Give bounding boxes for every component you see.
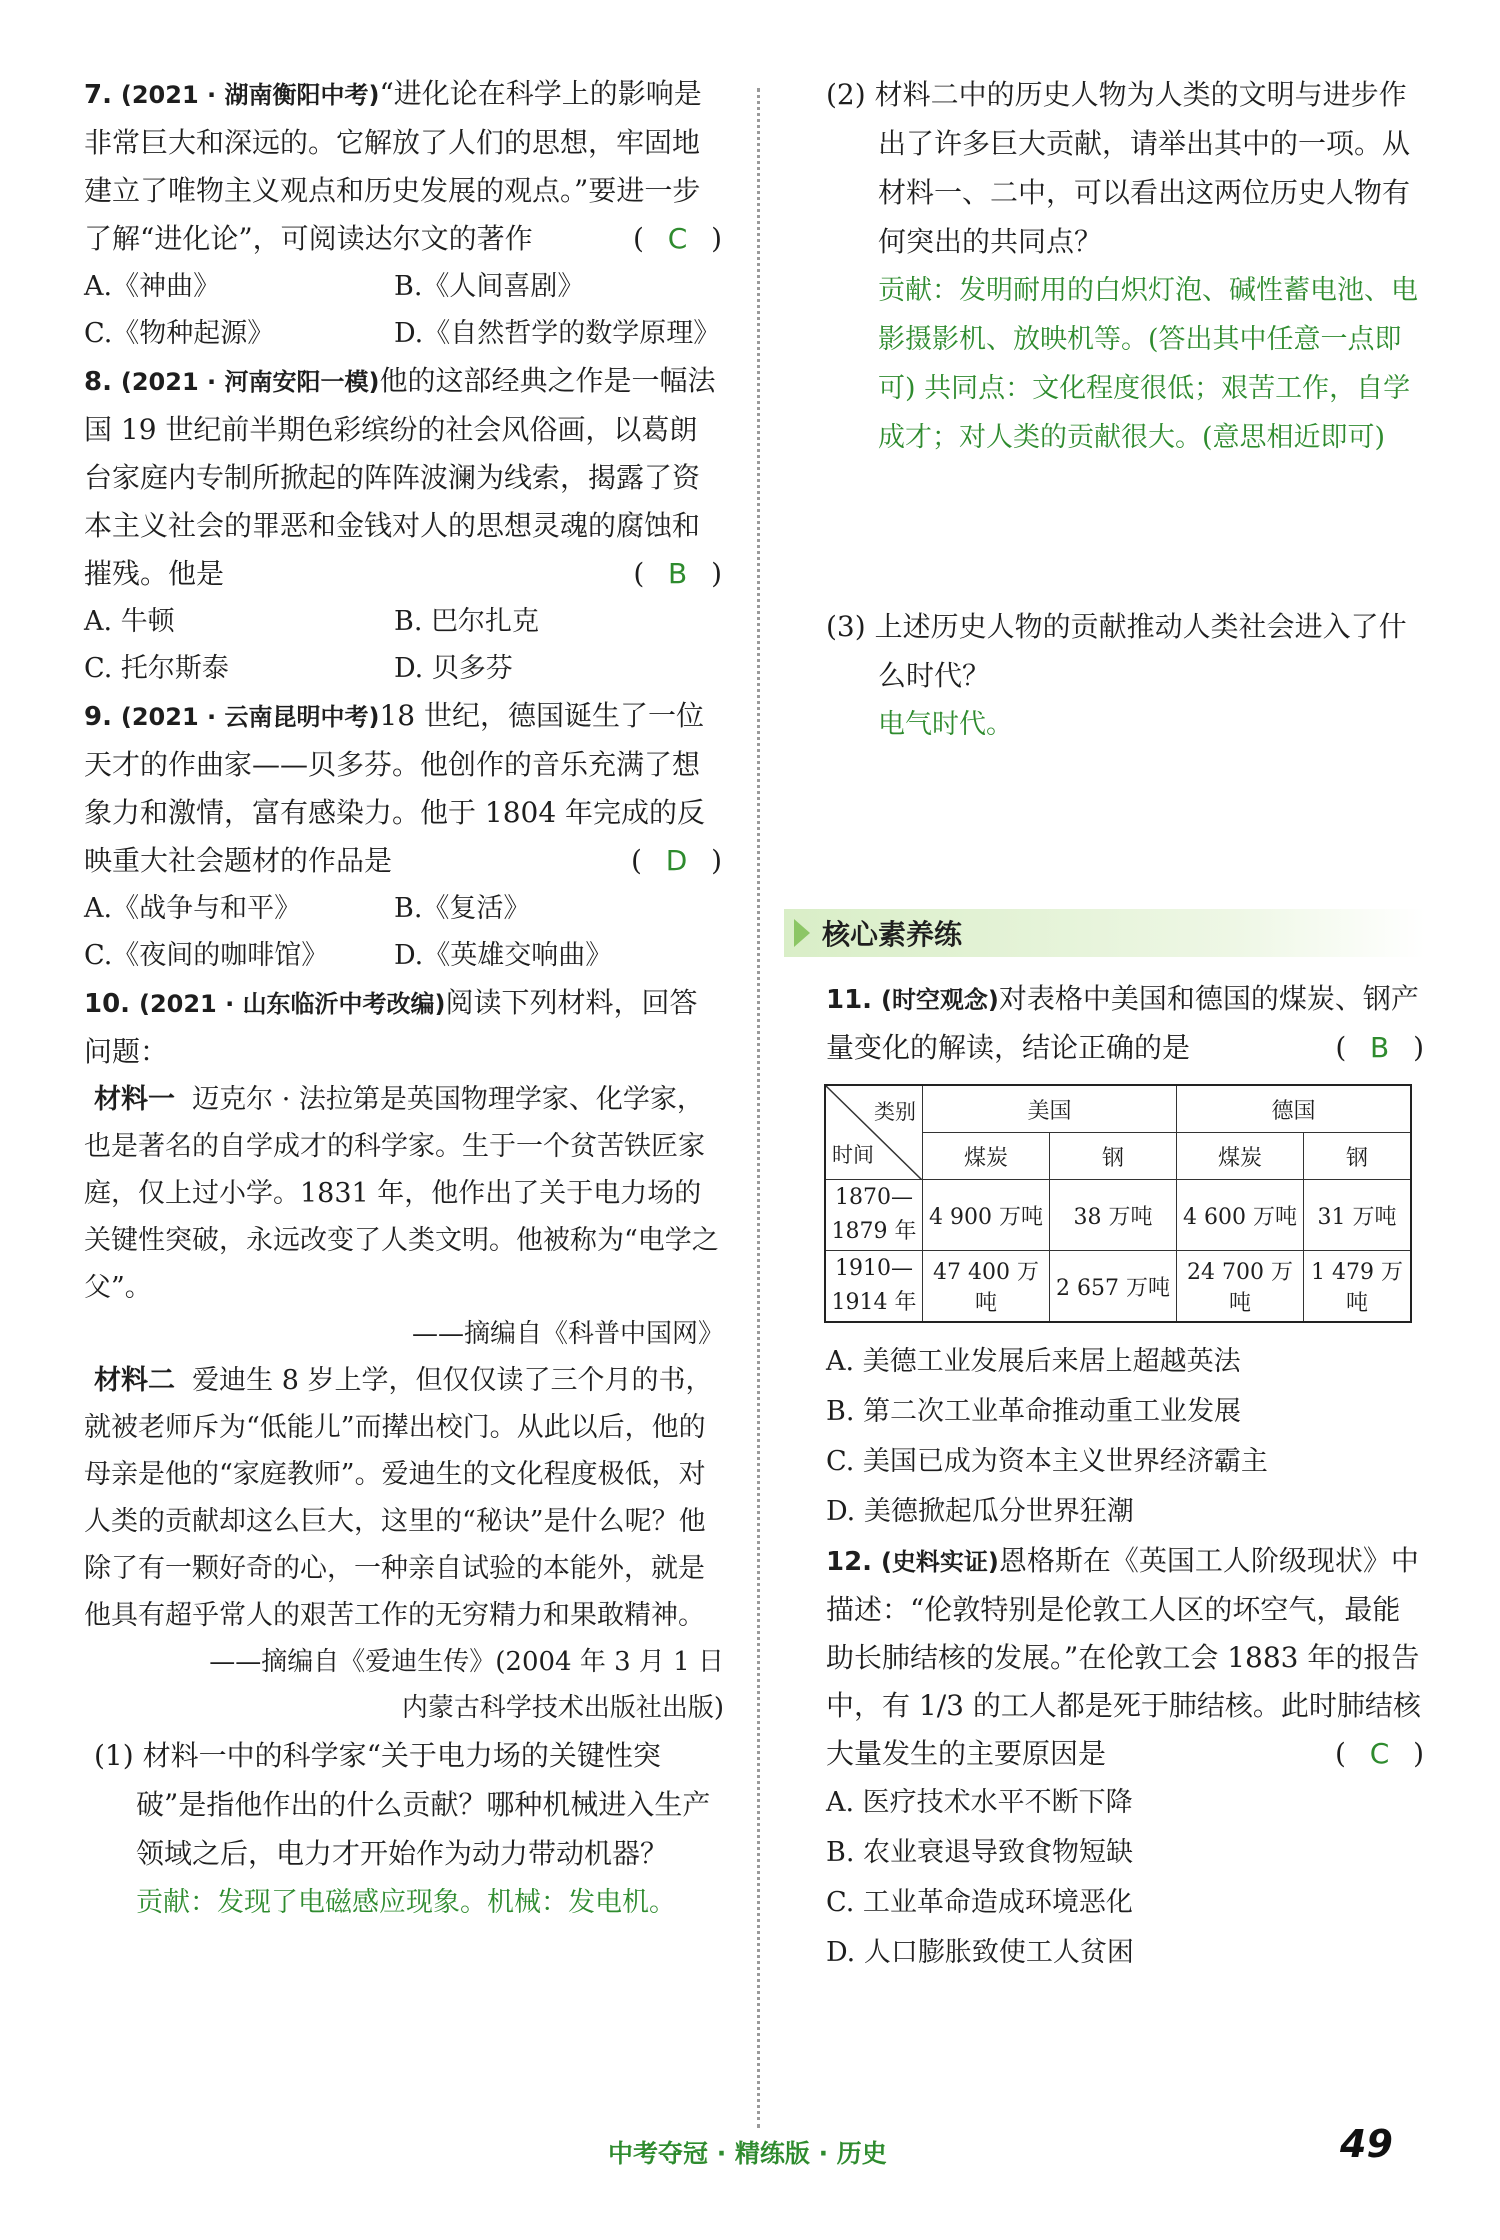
question-source: (史料实证) (880, 1548, 999, 1576)
page-number: 49 (1340, 2122, 1393, 2166)
value-cell: 4 900 万吨 (923, 1180, 1050, 1251)
right-column (822, 70, 1426, 1978)
question-number: 8. (84, 367, 112, 397)
value-cell: 38 万吨 (1050, 1180, 1177, 1251)
question-stem: 阅读下列材料，回答问题： (84, 986, 698, 1068)
answer-letter: C (667, 222, 690, 255)
material-2 (84, 1357, 724, 1639)
option-d[interactable]: D.《自然哲学的数学原理》 (394, 318, 721, 349)
option-b[interactable]: B. 农业衰退导致食物短缺 (826, 1837, 1134, 1868)
value-cell: 24 700 万吨 (1177, 1251, 1304, 1323)
item-header: 煤炭 (1177, 1133, 1304, 1180)
option-b[interactable]: B. 巴尔扎克 (394, 606, 540, 637)
question-number: 9. (84, 702, 112, 732)
value-cell: 31 万吨 (1304, 1180, 1412, 1251)
option-a[interactable]: A.《战争与和平》 (84, 893, 302, 924)
option-d[interactable]: D. 贝多芬 (394, 653, 513, 684)
option-a[interactable]: A. 医疗技术水平不断下降 (826, 1787, 1133, 1818)
question-number: 7. (84, 80, 112, 110)
value-cell: 1 479 万吨 (1304, 1251, 1412, 1323)
material-text: 迈克尔 · 法拉第是英国物理学家、化学家，也是著名的自学成才的科学家。生于一个贫苦铁匠家庭，仅上过小学。1831 年，他作出了关于电力场的关键性突破，永远改变了人类文明。他被称为“电学之父”。 (84, 1084, 719, 1303)
option-c[interactable]: C. 美国已成为资本主义世界经济霸主 (826, 1446, 1268, 1477)
question-8 (84, 357, 724, 692)
material-citation-publisher: 内蒙古科学技术出版社出版) (401, 1693, 724, 1723)
period-end: 1879 年 (831, 1219, 917, 1244)
material-label: 材料二 (94, 1365, 175, 1396)
sub-question-1: (1) 材料一中的科学家“关于电力场的关键性突破”是指他作出的什么贡献？哪种机械进入生产领域之后，电力才开始作为动力带动机器？ (94, 1739, 711, 1870)
answer-3: 电气时代。 (878, 709, 1013, 740)
sub-question-2: (2) 材料二中的历史人物为人类的文明与进步作出了许多巨大贡献，请举出其中的一项。从材料一、二中，可以看出这两位历史人物有何突出的共同点？ (826, 78, 1411, 258)
answer-bracket: ( B ) (1335, 1031, 1426, 1064)
question-stem: 恩格斯在《英国工人阶级现状》中描述：“伦敦特别是伦敦工人区的坏空气，最能助长肺结核的发展。”在伦敦工会 1883 年的报告中，有 1/3 的工人都是死于肺结核。此时肺结核大量发生的主要原因是 (826, 1544, 1421, 1770)
question-source: (时空观念) (880, 986, 999, 1014)
question-12 (826, 1537, 1426, 1978)
option-d[interactable]: D. 人口膨胀致使工人贫困 (826, 1937, 1134, 1968)
question-stem: 18 世纪，德国诞生了一位天才的作曲家——贝多芬。他创作的音乐充满了想象力和激情，富有感染力。他于 1804 年完成的反映重大社会题材的作品是 (84, 699, 706, 877)
corner-category: 类别 (874, 1100, 916, 1124)
period-cell (825, 1180, 923, 1251)
material-citation: ——摘编自《爱迪生传》(2004 年 3 月 1 日 (209, 1647, 724, 1677)
question-10 (84, 979, 724, 1927)
option-d[interactable]: D.《英雄交响曲》 (394, 940, 613, 971)
section-banner (784, 909, 1426, 957)
answer-letter: B (1370, 1031, 1392, 1064)
item-header: 钢 (1304, 1133, 1412, 1180)
answer-bracket: ( C ) (1334, 1737, 1426, 1770)
left-column (84, 70, 724, 1927)
material-citation: ——摘编自《科普中国网》 (411, 1319, 724, 1349)
value-cell: 4 600 万吨 (1177, 1180, 1304, 1251)
material-text: 爱迪生 8 岁上学，但仅仅读了三个月的书，就被老师斥为“低能儿”而撵出校门。从此以后，他的母亲是他的“家庭教师”。爱迪生的文化程度极低，对人类的贡献却这么巨大，这里的“秘诀”是什么呢？他除了有一颗好奇的心，一种亲自试验的本能外，就是他具有超乎常人的艰苦工作的无穷精力和果敢精神。 (84, 1365, 713, 1631)
question-stem: “进化论在科学上的影响是非常巨大和深远的。它解放了人们的思想，牢固地建立了唯物主义观点和历史发展的观点。”要进一步了解“进化论”，可阅读达尔文的著作 (84, 77, 702, 255)
production-table (824, 1084, 1412, 1323)
options (84, 598, 724, 692)
option-b[interactable]: B. 第二次工业革命推动重工业发展 (826, 1396, 1242, 1427)
corner-time: 时间 (832, 1143, 874, 1167)
question-stem: 他的这部经典之作是一幅法国 19 世纪前半期色彩缤纷的社会风俗画，以葛朗台家庭内专制所掀起的阵阵波澜为线索，揭露了资本主义社会的罪恶和金钱对人的思想灵魂的腐蚀和摧残。他是 (84, 364, 716, 590)
question-number: 11. (826, 985, 873, 1015)
question-source: (2021 · 山东临沂中考改编) (138, 990, 446, 1018)
material-1 (84, 1076, 724, 1311)
item-header: 煤炭 (923, 1133, 1050, 1180)
option-a[interactable]: A. 牛顿 (84, 606, 175, 637)
option-c[interactable]: C. 工业革命造成环境恶化 (826, 1887, 1133, 1918)
option-a[interactable]: A. 美德工业发展后来居上超越英法 (826, 1346, 1241, 1377)
period-cell (825, 1251, 923, 1323)
answer-letter: D (665, 844, 690, 877)
answer-bracket: ( D ) (630, 844, 724, 877)
options (84, 263, 724, 357)
period-start: 1870— (835, 1185, 913, 1210)
question-9 (84, 692, 724, 979)
question-stem: 对表格中美国和德国的煤炭、钢产量变化的解读，结论正确的是 (826, 982, 1419, 1064)
period-end: 1914 年 (831, 1290, 917, 1315)
option-b[interactable]: B.《人间喜剧》 (394, 271, 585, 302)
page-footer (0, 2122, 1500, 2190)
banner-arrow-icon (794, 919, 810, 947)
question-source: (2021 · 湖南衡阳中考) (120, 81, 380, 109)
answer-bracket: ( C ) (632, 222, 724, 255)
sub-question-3: (3) 上述历史人物的贡献推动人类社会进入了什么时代？ (826, 610, 1407, 692)
item-header: 钢 (1050, 1133, 1177, 1180)
column-divider (757, 88, 760, 2128)
answer-letter: B (668, 557, 690, 590)
option-c[interactable]: C. 托尔斯泰 (84, 653, 229, 684)
period-start: 1910— (835, 1256, 913, 1281)
country-header: 美国 (923, 1085, 1177, 1133)
option-c[interactable]: C.《夜间的咖啡馆》 (84, 940, 329, 971)
question-7 (84, 70, 724, 357)
value-cell: 47 400 万吨 (923, 1251, 1050, 1323)
options (84, 885, 724, 979)
table-row (825, 1251, 1411, 1323)
answer-1: 贡献：发现了电磁感应现象。机械：发电机。 (136, 1887, 676, 1918)
answer-2: 贡献：发明耐用的白炽灯泡、碱性蓄电池、电影摄影机、放映机等。(答出其中任意一点即可) 共同点：文化程度很低；艰苦工作，自学成才；对人类的贡献很大。(意思相近即可) (878, 275, 1418, 453)
table-corner (825, 1085, 923, 1180)
country-header: 德国 (1177, 1085, 1412, 1133)
option-d[interactable]: D. 美德掀起瓜分世界狂潮 (826, 1496, 1134, 1527)
section-title: 核心素养练 (822, 918, 963, 951)
material-label: 材料一 (94, 1084, 175, 1115)
question-source: (2021 · 河南安阳一模) (120, 368, 380, 396)
book-title: 中考夺冠 · 精练版 · 历史 (608, 2139, 887, 2168)
question-11 (826, 975, 1426, 1537)
option-a[interactable]: A.《神曲》 (84, 271, 221, 302)
answer-bracket: ( B ) (633, 557, 724, 590)
question-source: (2021 · 云南昆明中考) (120, 703, 380, 731)
option-c[interactable]: C.《物种起源》 (84, 318, 275, 349)
answer-letter: C (1369, 1737, 1392, 1770)
question-number: 12. (826, 1547, 873, 1577)
value-cell: 2 657 万吨 (1050, 1251, 1177, 1323)
option-b[interactable]: B.《复活》 (394, 893, 531, 924)
table-row (825, 1180, 1411, 1251)
question-number: 10. (84, 989, 131, 1019)
